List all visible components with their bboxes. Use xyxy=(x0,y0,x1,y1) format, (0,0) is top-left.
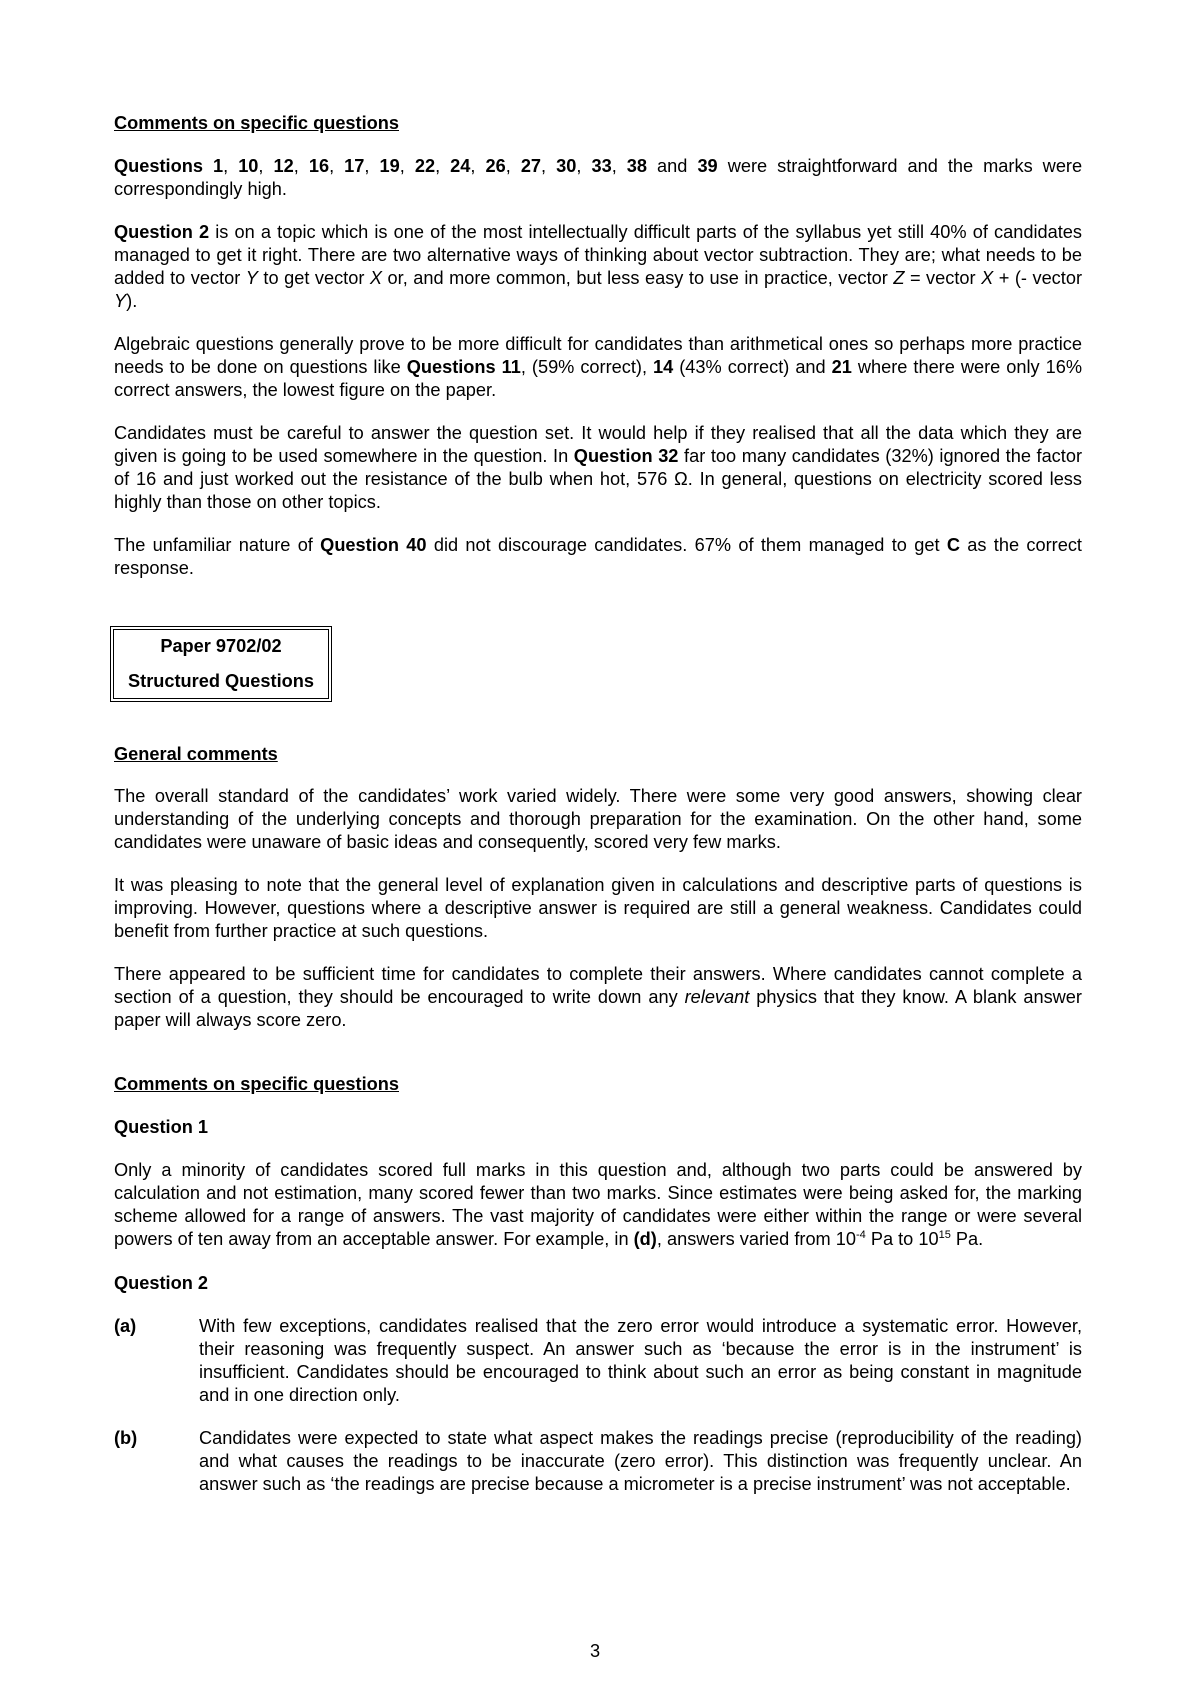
part-text: With few exceptions, candidates realised that the zero error would introduce a systematic error. However, their reasoning was frequently suspect. An answer such as ‘because the error is in the instrument’ is insufficient. Candidates should be encouraged to think about such an error as being constant in magnitude and in one direction only. xyxy=(199,1316,1082,1405)
general-comments-heading: General comments xyxy=(114,744,278,764)
question-1-title: Question 1 xyxy=(114,1117,208,1137)
paragraph-time: There appeared to be sufficient time for candidates to complete their answers. Where candidates cannot complete a section of a question, they should be encouraged to write down any relevant physics that they know. A blank answer paper will always score zero. xyxy=(114,964,1082,1030)
paper-subtitle: Structured Questions xyxy=(128,671,314,691)
paragraph-straightforward: Questions 1, 10, 12, 16, 17, 19, 22, 24, 26, 27, 30, 33, 38 and 39 were straightforward and the marks were correspondingly high. xyxy=(114,156,1083,199)
paragraph-explanation: It was pleasing to note that the general level of explanation given in calculations and descriptive parts of questions is improving. However, questions where a descriptive answer is required are still a general weakness. Candidates could benefit from further practice at such questions. xyxy=(114,875,1082,941)
part-label: (a) xyxy=(114,1316,137,1336)
paragraph-overall-standard: The overall standard of the candidates’ work varied widely. There were some very good answers, showing clear understanding of the underlying concepts and thorough preparation for the examination. On the other hand, some candidates were unaware of basic ideas and consequently, scored very few marks. xyxy=(114,786,1082,852)
question-2a xyxy=(114,1315,1082,1407)
paper-code: Paper 9702/02 xyxy=(160,636,282,656)
paragraph-algebraic: Algebraic questions generally prove to be more difficult for candidates than arithmetical ones so perhaps more practice needs to be done on questions like Questions 11, (59% correct), 14 (43% correct) and 21 where there were only 16% correct answers, the lowest figure on the paper. xyxy=(114,334,1082,400)
document-page xyxy=(114,112,1082,1496)
question-2b xyxy=(114,1427,1082,1496)
question-2-title: Question 2 xyxy=(114,1273,208,1293)
paragraph-question-1: Only a minority of candidates scored full marks in this question and, although two parts could be answered by calculation and not estimation, many scored fewer than two marks. Since estimates were being asked for, the marking scheme allowed for a range of answers. The vast majority of candidates were either within the range or were several powers of ten away from an acceptable answer. For example, in (d), answers varied from $10^{-4}$ Pa to $10^{15}$ Pa. xyxy=(114,1160,1082,1249)
paragraph-question-40: The unfamiliar nature of Question 40 did not discourage candidates. 67% of them managed to get C as the correct response. xyxy=(114,535,1082,578)
paragraph-question-2: Question 2 is on a topic which is one of the most intellectually difficult parts of the syllabus yet still 40% of candidates managed to get it right. There are two alternative ways of thinking about vector subtraction. They are; what needs to be added to vector Y to get vector X or, and more common, but less easy to use in practice, vector Z = vector X + (- vector Y). xyxy=(114,222,1083,311)
section-heading: Comments on specific questions xyxy=(114,113,399,133)
part-text: Candidates were expected to state what aspect makes the readings precise (reproducibility of the reading) and what causes the readings to be inaccurate (zero error). This distinction was frequently unclear. An answer such as ‘the readings are precise because a micrometer is a precise instrument’ was not acceptable. xyxy=(199,1428,1082,1494)
specific-comments-heading: Comments on specific questions xyxy=(114,1074,399,1094)
paper-title-box xyxy=(110,626,332,702)
paragraph-careful: Candidates must be careful to answer the question set. It would help if they realised that all the data which they are given is going to be used somewhere in the question. In Question 32 far too many candidates (32%) ignored the factor of 16 and just worked out the resistance of the bulb when hot, 576 Ω. In general, questions on electricity scored less highly than those on other topics. xyxy=(114,423,1083,512)
part-label: (b) xyxy=(114,1428,138,1448)
page-number: 3 xyxy=(589,1641,601,1661)
